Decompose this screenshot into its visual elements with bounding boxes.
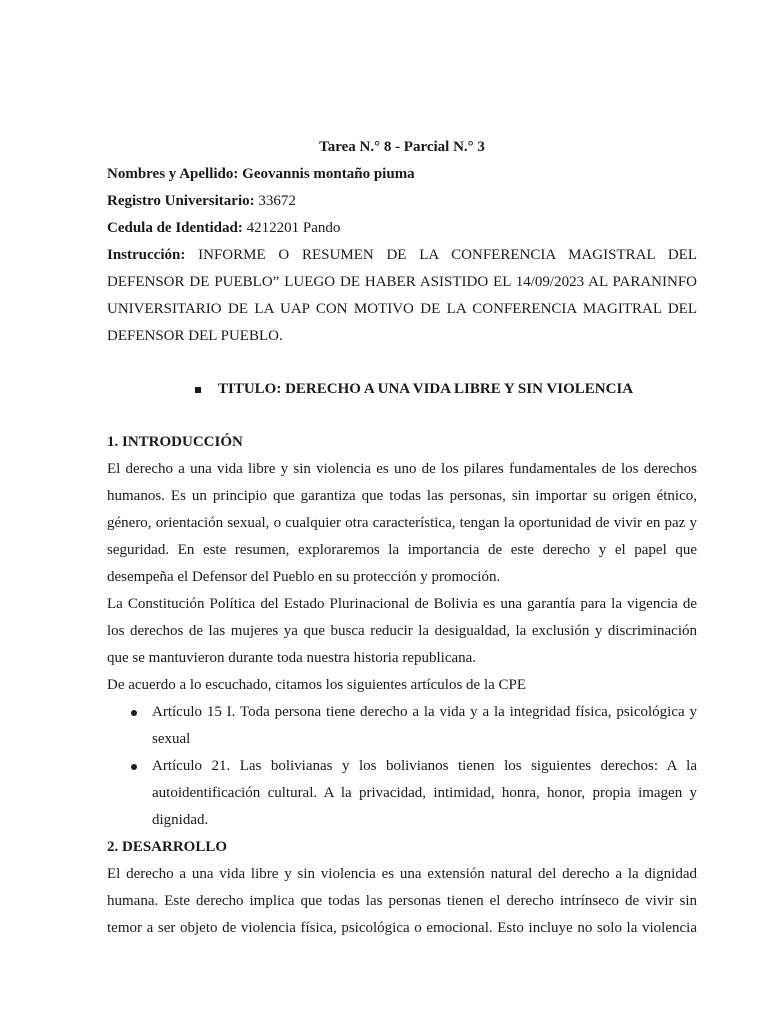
subtitle — [107, 376, 697, 403]
intro-paragraph-2 — [107, 591, 697, 672]
paragraph-line: que se mantuvieron durante toda nuestra historia republicana. — [107, 650, 477, 666]
desarrollo-paragraph-1 — [107, 861, 697, 942]
subtitle-text: TITULO: DERECHO A UNA VIDA LIBRE Y SIN VIOLENCIA — [218, 381, 634, 397]
cedula-value: 4212201 Pando — [242, 220, 341, 236]
list-item — [107, 699, 697, 753]
section-heading-desarrollo: 2. DESARROLLO — [107, 839, 228, 855]
paragraph-line: La Constitución Política del Estado Plurinacional de Bolivia es una garantía para la vigencia de — [107, 596, 697, 612]
student-name: Nombres y Apellido: Geovannis montaño piuma — [107, 166, 415, 182]
paragraph-line: El derecho a una vida libre y sin violencia es uno de los pilares fundamentales de los derechos — [107, 461, 697, 477]
registro-label: Registro Universitario: — [107, 193, 255, 209]
list-item-line: sexual — [152, 731, 191, 747]
instruction-line-2: DEFENSOR DE PUEBLO” LUEGO DE HABER ASISTIDO EL 14/09/2023 AL PARANINFO — [107, 274, 697, 290]
list-item-line: Artículo 21. Las bolivianas y los bolivianos tienen los siguientes derechos: A la — [152, 758, 697, 774]
instruction-line-1: Instrucción: INFORME O RESUMEN DE LA CONFERENCIA MAGISTRAL DEL — [107, 247, 697, 263]
document-body — [107, 134, 697, 942]
square-bullet-icon — [195, 387, 201, 393]
paragraph-line: desempeña el Defensor del Pueblo en su protección y promoción. — [107, 569, 501, 585]
paragraph-line: los derechos de las mujeres ya que busca reducir la desigualdad, la exclusión y discriminación — [107, 623, 697, 639]
paragraph-line: temor a ser objeto de violencia física, psicológica o emocional. Esto incluye no solo la violencia — [107, 920, 697, 936]
paragraph-line: género, orientación sexual, o cualquier otra característica, tengan la oportunidad de vivir en paz y — [107, 515, 697, 531]
document-title: Tarea N.° 8 - Parcial N.° 3 — [319, 139, 485, 155]
instruction-block — [107, 242, 697, 350]
cedula-label: Cedula de Identidad: — [107, 220, 243, 236]
cedula-row — [107, 215, 697, 242]
intro-paragraph-1 — [107, 456, 697, 591]
list-item — [107, 753, 697, 834]
articles-list — [107, 699, 697, 834]
list-item-line: dignidad. — [152, 812, 209, 828]
paragraph-line: El derecho a una vida libre y sin violencia es una extensión natural del derecho a la dignidad — [107, 866, 697, 882]
paragraph-line: humanos. Es un principio que garantiza que todas las personas, sin importar su origen étnico, — [107, 488, 697, 504]
paragraph-line: seguridad. En este resumen, exploraremos la importancia de este derecho y el papel que — [107, 542, 697, 558]
registro-row — [107, 188, 697, 215]
bullet-icon — [131, 764, 137, 770]
intro-paragraph-3: De acuerdo a lo escuchado, citamos los siguientes artículos de la CPE — [107, 677, 527, 693]
instruction-label: Instrucción: — [107, 247, 186, 263]
bullet-icon — [131, 710, 137, 716]
instruction-line-3: UNIVERSITARIO DE LA UAP CON MOTIVO DE LA CONFERENCIA MAGITRAL DEL — [107, 301, 697, 317]
list-item-line: autoidentificación cultural. A la privacidad, intimidad, honra, honor, propia imagen y — [152, 785, 697, 801]
registro-value: 33672 — [254, 193, 296, 209]
list-item-line: Artículo 15 I. Toda persona tiene derecho a la vida y a la integridad física, psicológica y — [152, 704, 697, 720]
section-heading-introduccion: 1. INTRODUCCIÓN — [107, 434, 243, 450]
paragraph-line: humana. Este derecho implica que todas las personas tienen el derecho intrínseco de vivir sin — [107, 893, 697, 909]
instruction-line-4: DEFENSOR DEL PUEBLO. — [107, 328, 283, 344]
